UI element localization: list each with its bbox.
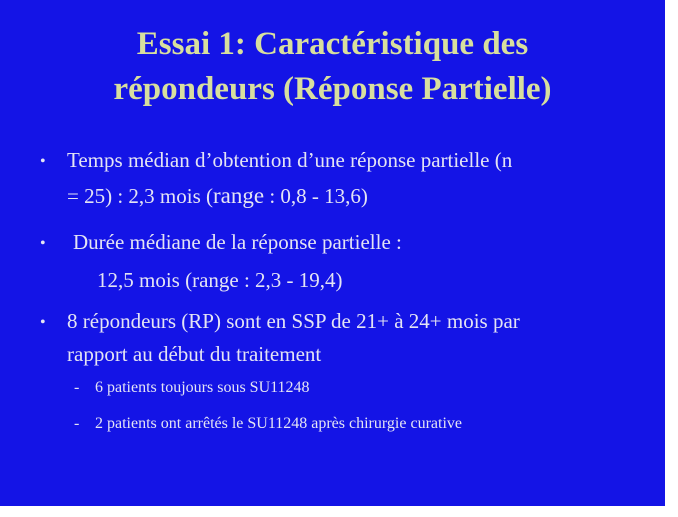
bullet-2-marker: • xyxy=(40,235,46,252)
slide-title xyxy=(0,22,665,112)
bullet-1-range-word: range xyxy=(213,183,265,208)
title-line-2: répondeurs (Réponse Partielle) xyxy=(113,71,552,107)
bullet-3-marker: • xyxy=(40,314,46,331)
bullet-3-line-1: 8 répondeurs (RP) sont en SSP de 21+ à 24+ mois par xyxy=(67,309,520,333)
bullet-2-line-1: Durée médiane de la réponse partielle : xyxy=(73,230,402,254)
sub-bullet-1-marker: - xyxy=(74,379,80,396)
sub-bullet-1: 6 patients toujours sous SU11248 xyxy=(95,379,310,396)
bullet-1-marker: • xyxy=(40,153,46,170)
bullet-1-line-2-post: : 0,8 - 13,6) xyxy=(264,184,368,208)
bullet-1-line-2-pre: = 25) : 2,3 mois ( xyxy=(67,184,214,208)
bullet-1-line-2 xyxy=(67,183,368,209)
sub-bullet-2-marker: - xyxy=(74,415,80,432)
bullet-3-line-2: rapport au début du traitement xyxy=(67,342,322,366)
title-line-1: Essai 1: Caractéristique des xyxy=(136,26,529,62)
bullet-2-line-2: 12,5 mois (range : 2,3 - 19,4) xyxy=(97,268,343,292)
sub-bullet-2: 2 patients ont arrêtés le SU11248 après chirurgie curative xyxy=(95,415,462,432)
bullet-1-line-1: Temps médian d’obtention d’une réponse partielle (n xyxy=(67,148,513,172)
